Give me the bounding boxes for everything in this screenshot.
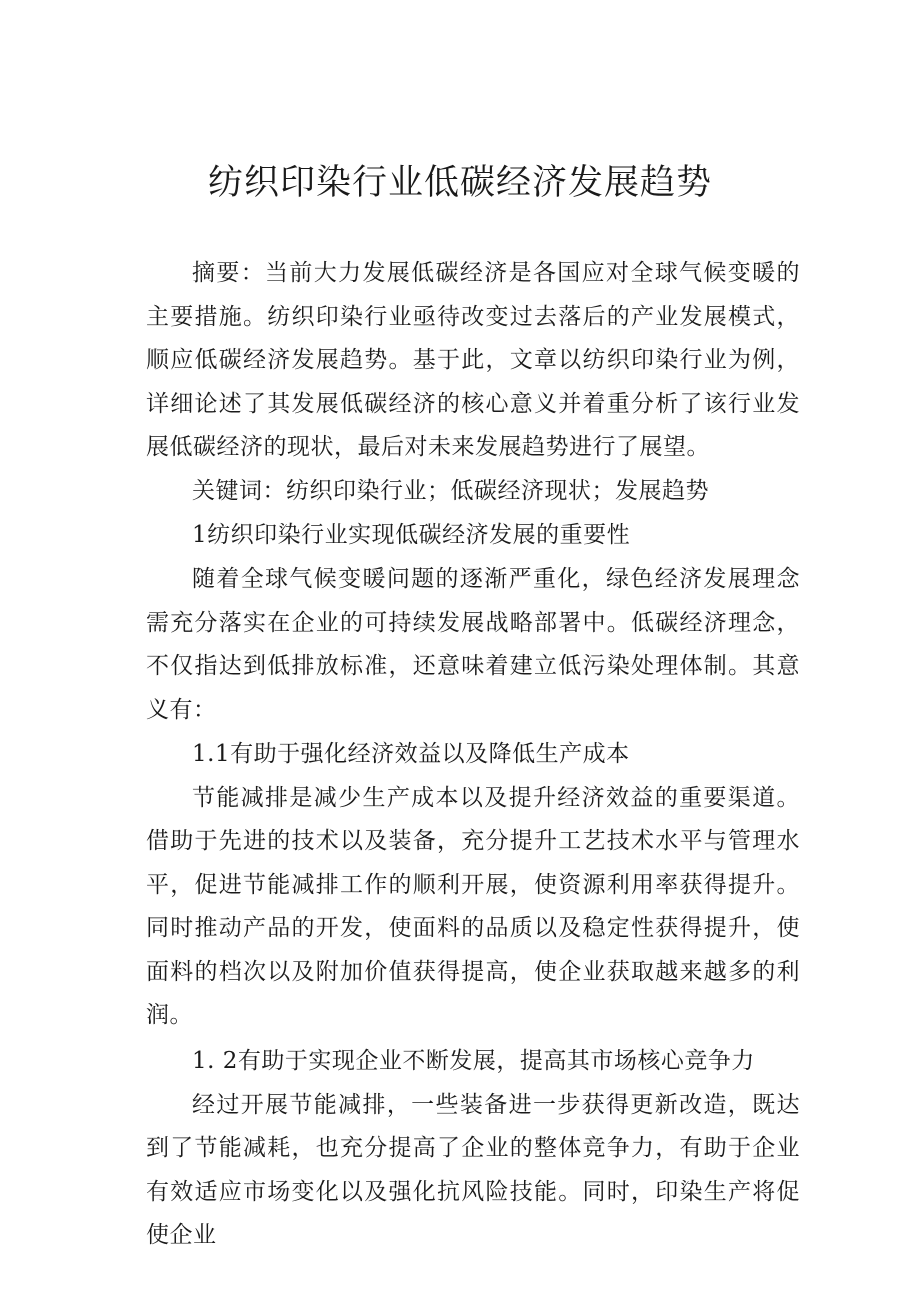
- document-title: 纺织印染行业低碳经济发展趋势: [207, 163, 712, 203]
- document-body: [146, 252, 800, 1258]
- section-1-2-heading: 1. 2有助于实现企业不断发展，提高其市场核心竞争力: [192, 1047, 755, 1074]
- section-1-2-paragraph: 经过开展节能减排，一些装备进一步获得更新改造，既达到了节能减耗，也充分提高了企业的整体竞争力，有助于企业有效适应市场变化以及强化抗风险技能。同时，印染生产将促使企业: [146, 1091, 800, 1248]
- keywords-line: 关键词：纺织印染行业；低碳经济现状；发展趋势: [192, 478, 709, 504]
- section-1-1-paragraph: 节能减排是减少生产成本以及提升经济效益的重要渠道。借助于先进的技术以及装备，充分提升工艺技术水平与管理水平，促进节能减排工作的顺利开展，使资源利用率获得提升。同时推动产品的开发，使面料的品质以及稳定性获得提升，使面料的档次以及附加价值获得提高，使企业获取越来越多的利润。: [146, 784, 800, 1028]
- abstract-paragraph: 摘要：当前大力发展低碳经济是各国应对全球气候变暖的主要措施。纺织印染行业亟待改变过去落后的产业发展模式，顺应低碳经济发展趋势。基于此，文章以纺织印染行业为例，详细论述了其发展低碳经济的核心意义并着重分析了该行业发展低碳经济的现状，最后对未来发展趋势进行了展望。: [146, 260, 800, 460]
- section-1-heading: 1纺织印染行业实现低碳经济发展的重要性: [192, 522, 631, 548]
- section-1-1-heading: 1.1有助于强化经济效益以及降低生产成本: [192, 740, 630, 767]
- section-1-paragraph: 随着全球气候变暖问题的逐渐严重化，绿色经济发展理念需充分落实在企业的可持续发展战略部署中。低碳经济理念，不仅指达到低排放标准，还意味着建立低污染处理体制。其意义有：: [146, 566, 800, 723]
